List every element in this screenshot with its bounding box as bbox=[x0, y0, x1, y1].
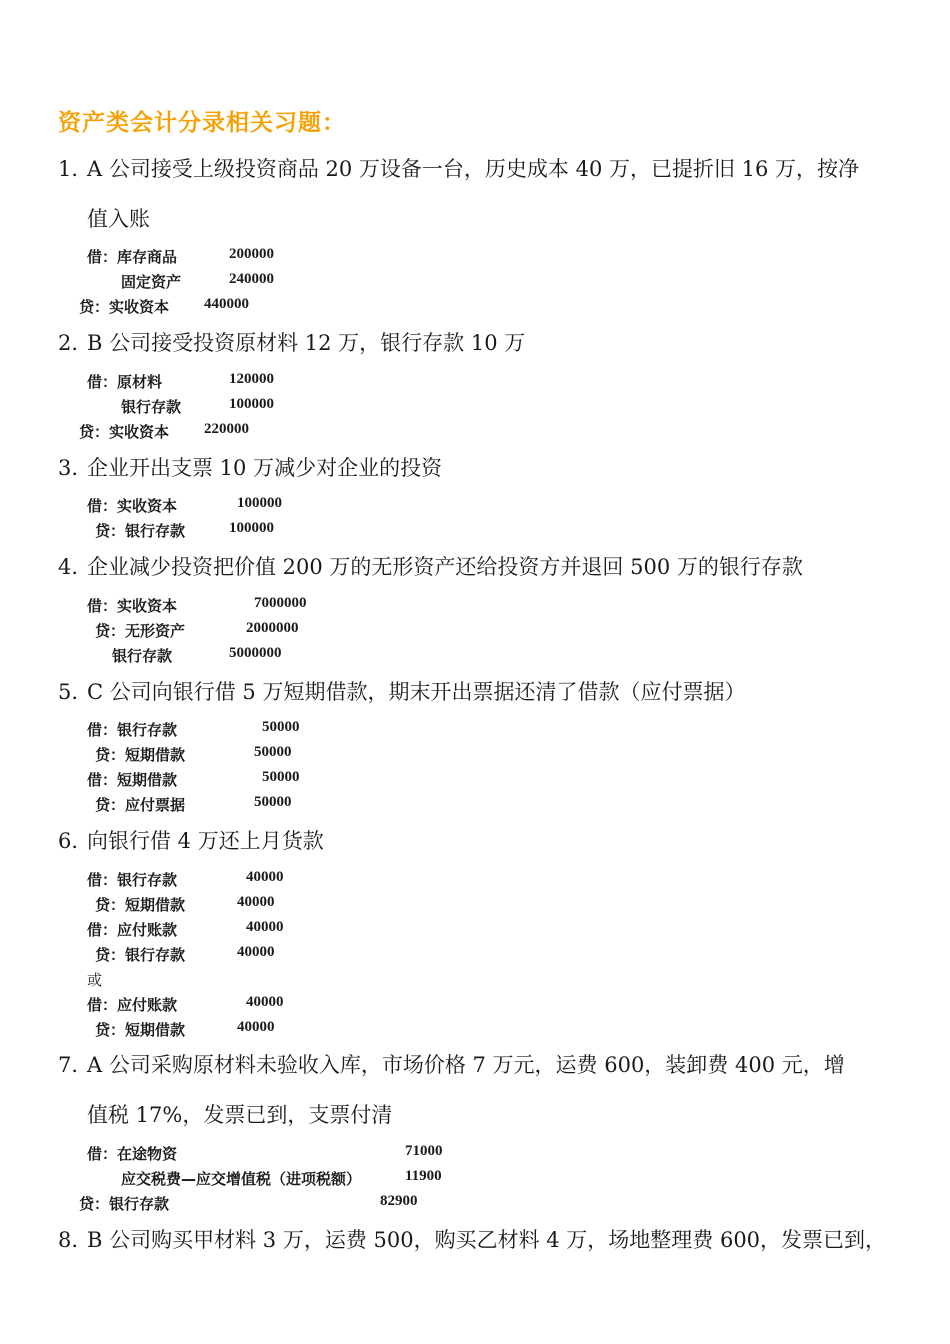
entry-debit-label: 借：应付账款 bbox=[87, 996, 178, 1014]
entry-amount: 50000 bbox=[254, 794, 292, 810]
entry-credit-label: 贷：短期借款 bbox=[95, 1021, 186, 1039]
question-3 bbox=[58, 443, 888, 493]
entry-credit-label: 贷：应付票据 bbox=[95, 796, 186, 814]
question-6 bbox=[58, 816, 888, 866]
question-text: B 公司接受投资原材料 12 万，银行存款 10 万 bbox=[87, 331, 526, 355]
entry-amount: 200000 bbox=[229, 246, 274, 262]
entry-credit-label: 贷：银行存款 bbox=[79, 1195, 170, 1213]
entry-amount: 220000 bbox=[204, 421, 249, 437]
question-number: 2. bbox=[58, 331, 79, 355]
question-text: A 公司采购原材料未验收入库，市场价格 7 万元，运费 600，装卸费 400 元，增 bbox=[87, 1053, 845, 1077]
entry-amount: 240000 bbox=[229, 271, 274, 287]
question-number: 5. bbox=[58, 680, 79, 704]
page-title: 资产类会计分录相关习题： bbox=[58, 110, 346, 136]
entry-amount: 7000000 bbox=[254, 595, 307, 611]
entry-debit-label: 应交税费—应交增值税（进项税额） bbox=[121, 1170, 362, 1188]
entry-debit-label: 借：应付账款 bbox=[87, 921, 178, 939]
entry-amount: 100000 bbox=[229, 396, 274, 412]
entry-amount: 50000 bbox=[262, 719, 300, 735]
entry-debit-label: 借：实收资本 bbox=[87, 597, 178, 615]
entry-amount: 40000 bbox=[237, 944, 275, 960]
entry-credit-label: 贷：实收资本 bbox=[79, 423, 170, 441]
question-number: 4. bbox=[58, 555, 79, 579]
entry-debit-label: 借：原材料 bbox=[87, 373, 163, 391]
entry-amount: 40000 bbox=[246, 994, 284, 1010]
entry-amount: 71000 bbox=[405, 1143, 443, 1159]
entry-amount: 5000000 bbox=[229, 645, 282, 661]
question-number: 6. bbox=[58, 829, 79, 853]
entry-amount: 440000 bbox=[204, 296, 249, 312]
entry-debit-label: 借：银行存款 bbox=[87, 721, 178, 739]
entry-debit-label: 借：库存商品 bbox=[87, 248, 178, 266]
entry-amount: 40000 bbox=[237, 894, 275, 910]
entry-debit-label: 借：短期借款 bbox=[87, 771, 178, 789]
question-number: 3. bbox=[58, 456, 79, 480]
entry-amount: 100000 bbox=[229, 520, 274, 536]
entry-debit-label: 借：在途物资 bbox=[87, 1145, 178, 1163]
entry-debit-label: 借：银行存款 bbox=[87, 871, 178, 889]
question-number: 8. bbox=[58, 1228, 79, 1252]
question-number: 1. bbox=[58, 157, 79, 181]
question-number: 7. bbox=[58, 1053, 79, 1077]
entry-credit-label: 贷：短期借款 bbox=[95, 746, 186, 764]
question-text-continued: 值税 17%，发票已到，支票付清 bbox=[87, 1103, 393, 1127]
entry-credit-label: 贷：银行存款 bbox=[95, 946, 186, 964]
entry-credit-label: 贷：银行存款 bbox=[95, 522, 186, 540]
entry-amount: 2000000 bbox=[246, 620, 299, 636]
question-4 bbox=[58, 542, 888, 592]
question-8 bbox=[58, 1215, 888, 1265]
question-text: 企业开出支票 10 万减少对企业的投资 bbox=[87, 456, 443, 480]
question-text: 向银行借 4 万还上月货款 bbox=[87, 829, 324, 853]
question-5 bbox=[58, 667, 888, 717]
entry-credit-label: 银行存款 bbox=[112, 647, 173, 665]
question-1 bbox=[58, 144, 888, 244]
entry-debit-label: 固定资产 bbox=[121, 273, 182, 291]
question-text: A 公司接受上级投资商品 20 万设备一台，历史成本 40 万，已提折旧 16 万，按净 bbox=[87, 157, 860, 181]
entry-amount: 40000 bbox=[246, 919, 284, 935]
entry-amount: 100000 bbox=[237, 495, 282, 511]
entry-debit-label: 银行存款 bbox=[121, 398, 182, 416]
entry-amount: 40000 bbox=[246, 869, 284, 885]
entry-amount: 11900 bbox=[405, 1168, 442, 1184]
entry-credit-label: 贷：短期借款 bbox=[95, 896, 186, 914]
entry-amount: 50000 bbox=[254, 744, 292, 760]
question-text: B 公司购买甲材料 3 万，运费 500，购买乙材料 4 万，场地整理费 600，发票已到， bbox=[87, 1228, 887, 1252]
entry-debit-label: 借：实收资本 bbox=[87, 497, 178, 515]
question-text: C 公司向银行借 5 万短期借款，期末开出票据还清了借款（应付票据） bbox=[87, 680, 746, 704]
entry-amount: 40000 bbox=[237, 1019, 275, 1035]
question-2 bbox=[58, 318, 888, 368]
question-text-continued: 值入账 bbox=[87, 207, 150, 231]
alternative-note: 或 bbox=[87, 971, 103, 989]
entry-credit-label: 贷：实收资本 bbox=[79, 298, 170, 316]
entry-credit-label: 贷：无形资产 bbox=[95, 622, 186, 640]
question-7 bbox=[58, 1040, 888, 1140]
entry-amount: 50000 bbox=[262, 769, 300, 785]
entry-amount: 82900 bbox=[380, 1193, 418, 1209]
entry-amount: 120000 bbox=[229, 371, 274, 387]
question-text: 企业减少投资把价值 200 万的无形资产还给投资方并退回 500 万的银行存款 bbox=[87, 555, 803, 579]
